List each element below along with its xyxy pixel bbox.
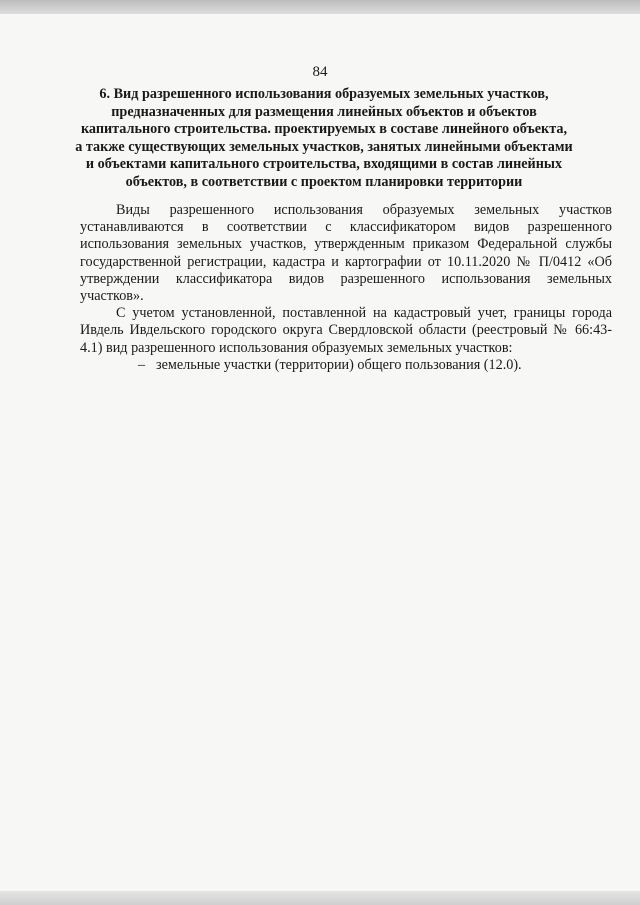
- page-number: 84: [312, 64, 328, 80]
- scan-bottom-edge: [0, 891, 640, 905]
- section-heading-line: объектов, в соответствии с проектом планировки территории: [125, 173, 523, 190]
- section-heading: [60, 86, 588, 192]
- permitted-use-list: [80, 357, 612, 374]
- list-item: [80, 357, 612, 374]
- paragraph-classifier: Виды разрешенного использования образуемых земельных участков устанавливаются в соответствии с классификатором видов разрешенного использования земельных участков, утвержденным приказом Федеральной службы государственной регистрации, кадастра и картографии от 10.11.2020 № П/0412 «Об утверждении классификатора видов разрешенного использования земельных участков».: [80, 202, 612, 305]
- section-heading-line: 6. Вид разрешенного использования образуемых земельных участков,: [99, 86, 549, 102]
- section-heading-line: и объектами капитального строительства, входящими в состав линейных: [85, 156, 563, 173]
- section-heading-line: капитального строительства. проектируемых в составе линейного объекта,: [80, 121, 568, 138]
- body-text: [80, 202, 612, 374]
- dash-marker: –: [138, 356, 146, 373]
- section-heading-line: предназначенных для размещения линейных объектов и объектов: [111, 103, 537, 120]
- document-page: [0, 14, 640, 892]
- list-item-text: земельные участки (территории) общего пользования (12.0).: [156, 356, 522, 373]
- paragraph-city-boundary: С учетом установленной, поставленной на кадастровый учет, границы города Ивдель Ивдельского городского округа Свердловской области (реестровый № 66:43-4.1) вид разрешенного использования образуемых земельных участков:: [80, 305, 612, 356]
- section-heading-line: а также существующих земельных участков, занятых линейными объектами: [75, 138, 573, 155]
